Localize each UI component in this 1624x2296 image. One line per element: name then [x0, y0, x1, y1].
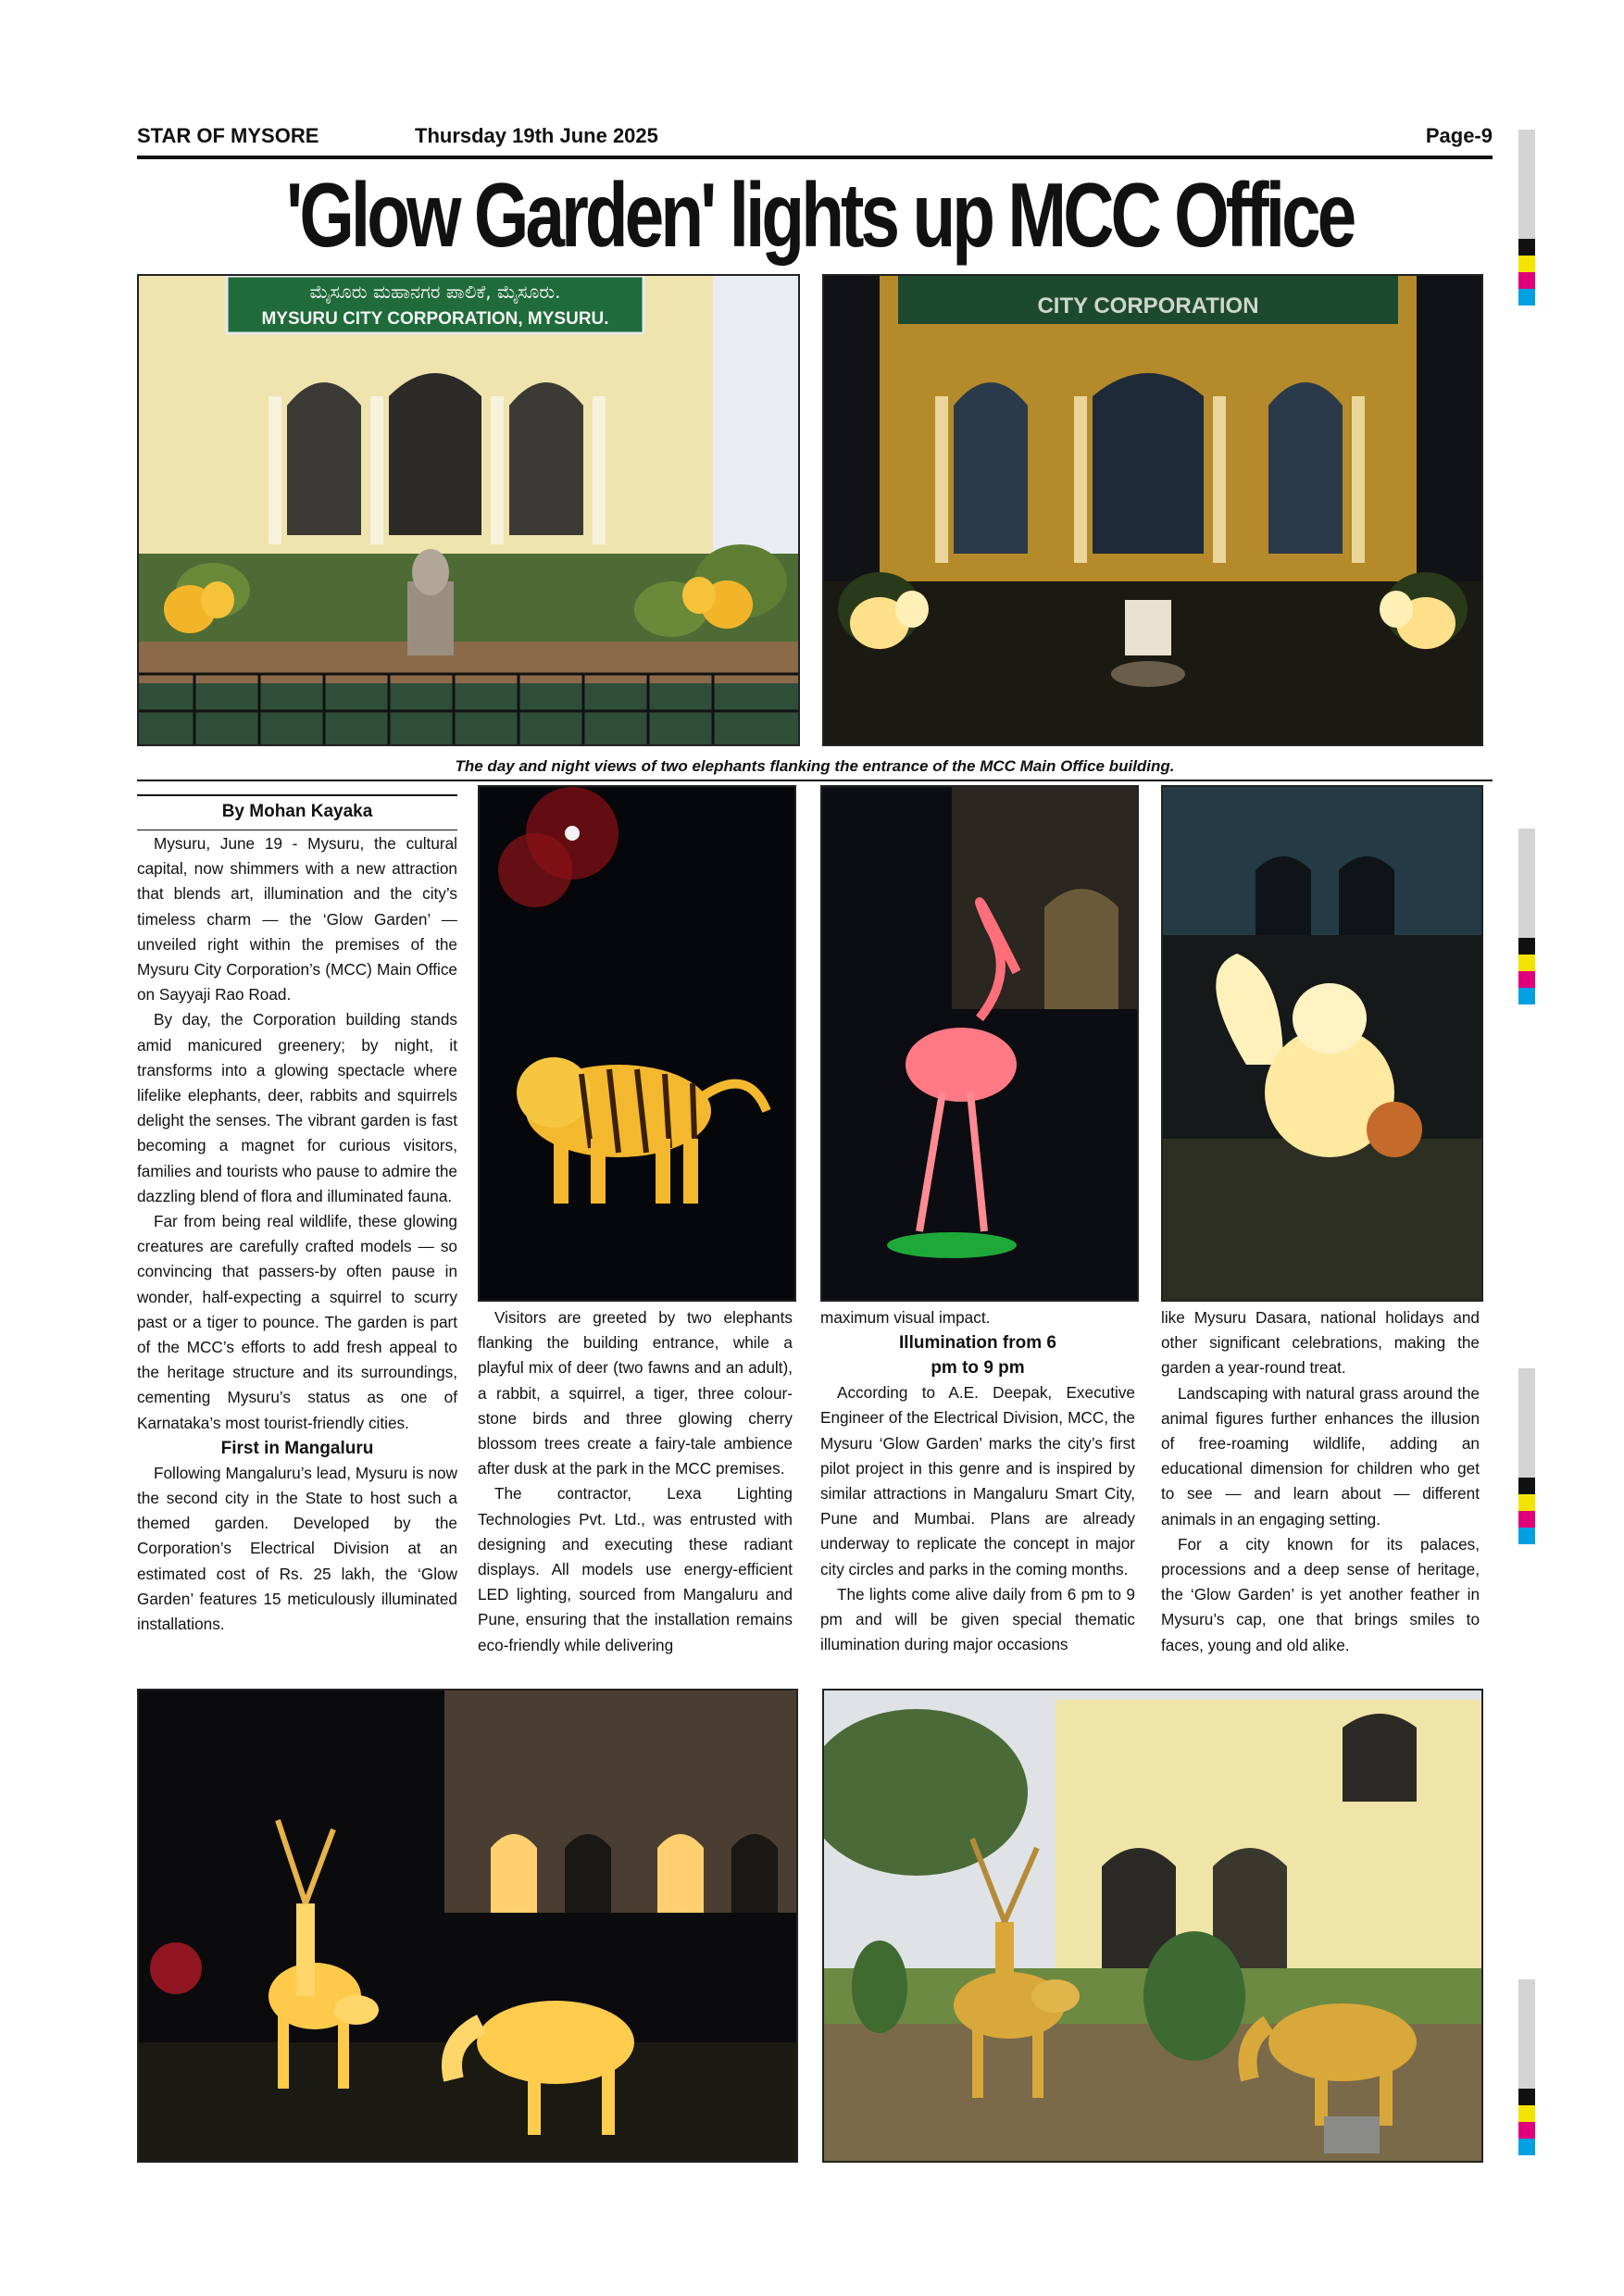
article-column-2 — [478, 1305, 793, 1658]
headline: 'Glow Garden' lights up MCC Office — [286, 164, 1354, 266]
sign-english-night: CITY CORPORATION — [1037, 293, 1259, 318]
paragraph: Mysuru, June 19 - Mysuru, the cultural capital, now shimmers with a new attraction that blends art, illumination and the city’s timeless charm — the ‘Glow Garden’ — unveiled right within the premises of the Mysuru City Corporation’s (MCC) Main Office on Sayyaji Rao Road. — [137, 834, 457, 1004]
byline: By Mohan Kayaka — [137, 794, 457, 830]
photo-night-elephants — [822, 274, 1483, 746]
registration-bar — [1518, 829, 1535, 1004]
photo-caption: The day and night views of two elephants flanking the entrance of the MCC Main Office building. — [455, 757, 1175, 775]
paragraph: maximum visual impact. — [820, 1308, 991, 1327]
photo-day-elephants — [137, 274, 800, 746]
photo-squirrel — [1161, 785, 1483, 1302]
article-column-1 — [137, 831, 457, 1637]
photo-deer-night — [137, 1689, 798, 2163]
masthead — [137, 124, 1493, 159]
subheading: First in Mangaluru — [220, 1438, 374, 1458]
paragraph: Visitors are greeted by two elephants flanking the building entrance, while a playful mix of deer (two fawns and an adult), a rabbit, a squirrel, a tiger, three colour-stone birds and three glowing cherry blossom trees create a fairy-tale ambience after dusk at the park in the MCC premises. — [478, 1308, 793, 1479]
paragraph: The lights come alive daily from 6 pm to 9 pm and will be given special thematic illumination during major occasions — [820, 1584, 1135, 1654]
paragraph: For a city known for its palaces, processions and a deep sense of heritage, the ‘Glow Garden’ is yet another feather in Mysuru’s cap, one that brings smiles to faces, young and old alike. — [1161, 1534, 1480, 1654]
paragraph: Far from being real wildlife, these glowing creatures are carefully crafted models — so convincing that passers-by often pause in wonder, half-expecting a squirrel to scurry past or a tiger to pounce. The garden is part of the MCC’s efforts to add fresh appeal to the heritage structure and its surroundings, cementing Mysuru’s status as one of Karnataka’s most tourist-friendly cities. — [137, 1212, 457, 1432]
sign-kannada: ಮೈಸೂರು ಮಹಾನಗರ ಪಾಲಿಕೆ, ಮೈಸೂರು. — [309, 281, 561, 303]
issue-date: Thursday 19th June 2025 — [415, 124, 658, 147]
registration-bar — [1518, 1979, 1535, 2155]
newspaper-name: STAR OF MYSORE — [137, 124, 319, 147]
paragraph: Following Mangaluru’s lead, Mysuru is now the second city in the State to host such a themed garden. Developed by the Corporation’s Electrical Division at an estimated cost of Rs. 25 lakh, the ‘Glow Garden’ features 15 meticulously illuminated installations. — [137, 1463, 457, 1634]
caption-rule — [137, 780, 1493, 781]
photo-flamingo — [820, 785, 1139, 1302]
paragraph: Landscaping with natural grass around the animal figures further enhances the illusion of free-roaming wildlife, adding an educational dimension for children who get to see — and learn about — different animals in an engaging setting. — [1161, 1383, 1480, 1529]
article-column-4 — [1161, 1305, 1480, 1658]
paragraph: The contractor, Lexa Lighting Technologies Pvt. Ltd., was entrusted with designing and executing these radiant displays. All models use energy-efficient LED lighting, sourced from Mangaluru and Pune, ensuring that the installation remains eco-friendly while delivering — [478, 1484, 793, 1654]
subheading: Illumination from 6 pm to 9 pm — [899, 1333, 1056, 1379]
photo-tiger — [478, 785, 796, 1302]
article-column-3 — [820, 1305, 1135, 1657]
sign-english: MYSURU CITY CORPORATION, MYSURU. — [261, 309, 609, 329]
page-number: Page-9 — [1425, 124, 1493, 147]
photo-deer-day — [822, 1689, 1483, 2163]
paragraph: According to A.E. Deepak, Executive Engineer of the Electrical Division, MCC, the Mysuru ‘Glow Garden’ marks the city’s first pilot project in this genre and is inspired by similar attractions in Mangaluru Smart City, Pune and Mumbai. Plans are already underway to replicate the concept in major city circles and parks in the coming months. — [820, 1383, 1135, 1578]
registration-bar — [1518, 130, 1535, 306]
paragraph: like Mysuru Dasara, national holidays and other significant celebrations, making the garden a year-round treat. — [1161, 1308, 1480, 1378]
paragraph: By day, the Corporation building stands amid manicured greenery; by night, it transforms into a glowing spectacle where lifelike elephants, deer, rabbits and squirrels delight the senses. The vibrant garden is fast becoming a magnet for curious visitors, families and tourists who pause to admire the dazzling blend of flora and illuminated fauna. — [137, 1010, 457, 1205]
registration-bar — [1518, 1368, 1535, 1544]
